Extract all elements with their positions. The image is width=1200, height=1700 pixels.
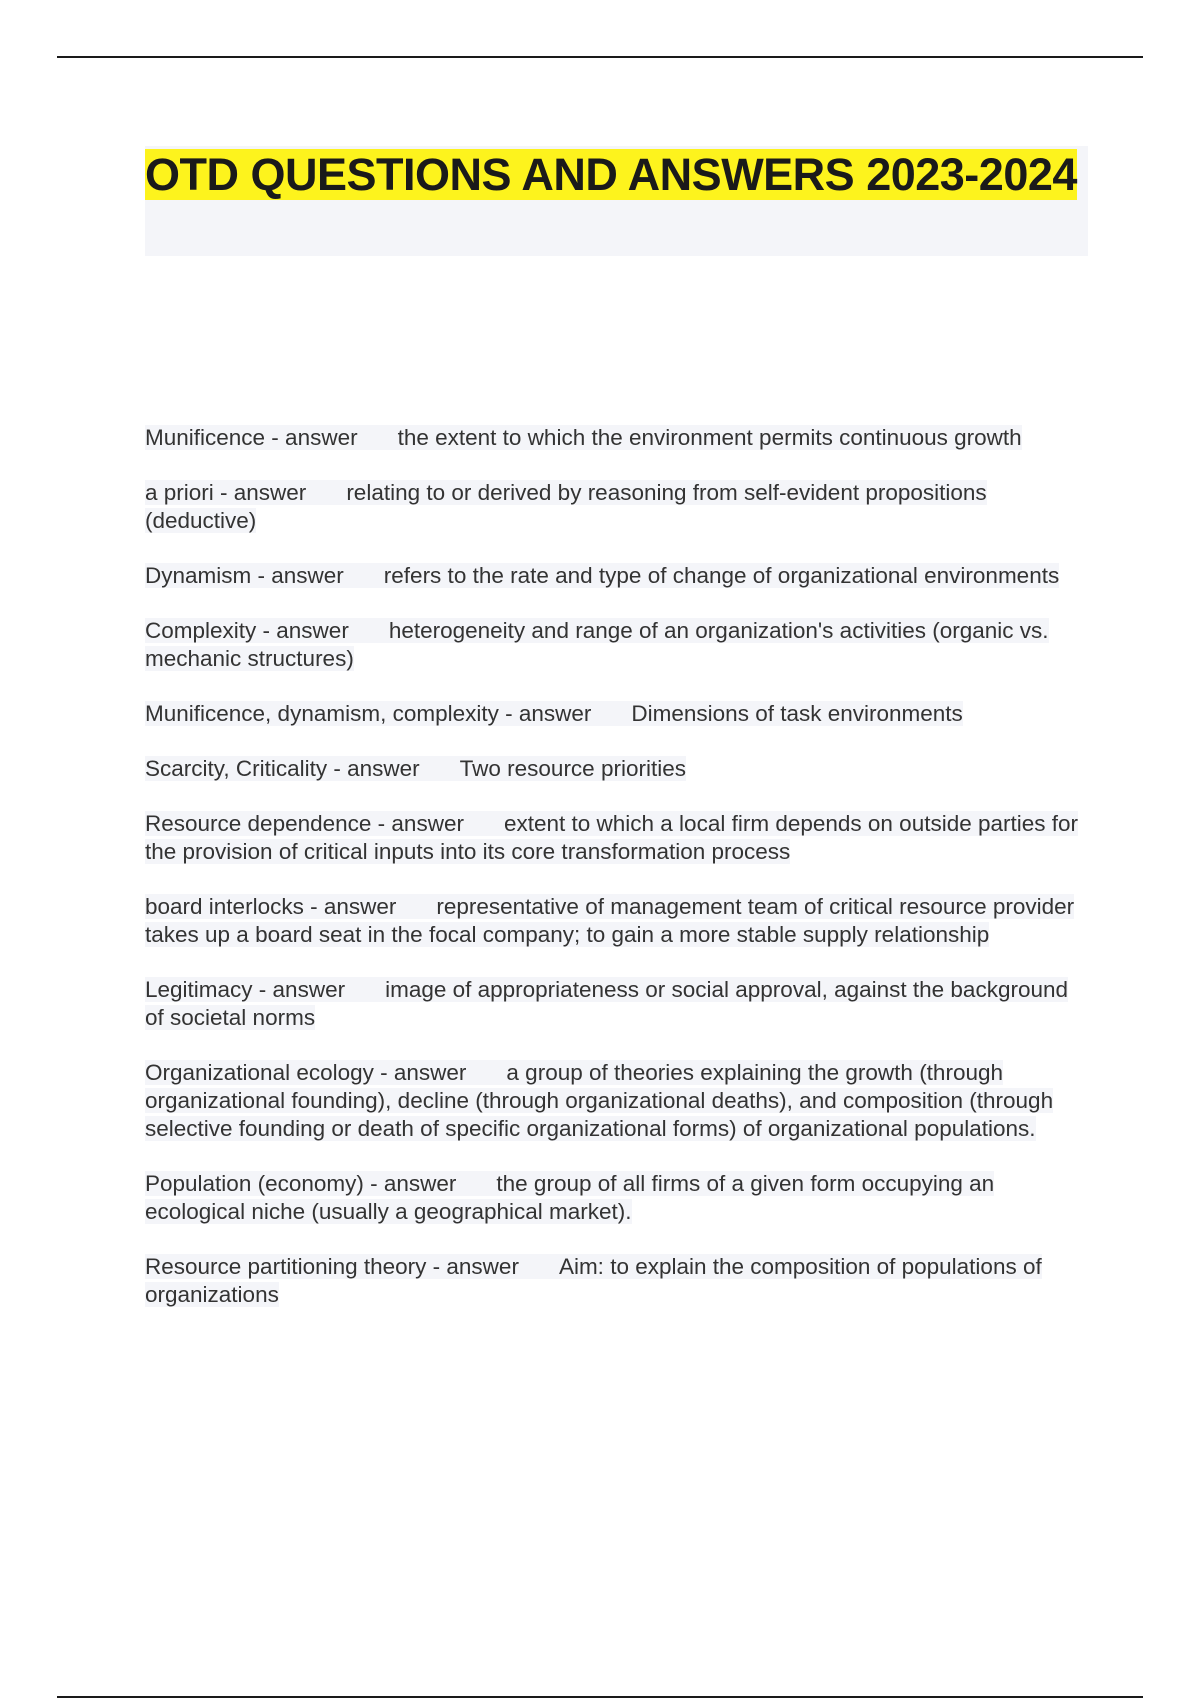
qa-item <box>145 424 1090 452</box>
qa-term: Resource dependence - answer <box>145 811 464 836</box>
document-title <box>145 146 1088 203</box>
qa-term: Dynamism - answer <box>145 563 344 588</box>
qa-item <box>145 976 1090 1032</box>
qa-definition: Dimensions of task environments <box>631 701 963 726</box>
qa-item <box>145 893 1090 949</box>
qa-term: Population (economy) - answer <box>145 1171 457 1196</box>
title-block <box>145 146 1088 256</box>
qa-term: Munificence, dynamism, complexity - answer <box>145 701 592 726</box>
qa-term: Legitimacy - answer <box>145 977 346 1002</box>
qa-item <box>145 617 1090 673</box>
qa-term: a priori - answer <box>145 480 307 505</box>
qa-definition: Two resource priorities <box>459 756 686 781</box>
qa-term: Organizational ecology - answer <box>145 1060 467 1085</box>
qa-item <box>145 479 1090 535</box>
qa-list <box>145 424 1090 1336</box>
top-rule <box>57 56 1143 58</box>
qa-definition: the extent to which the environment permits continuous growth <box>397 425 1022 450</box>
qa-definition: a group of theories explaining the growth (through organizational founding), decline (through organizational deaths), and composition (through selective founding or death of specific organizational forms) of organizational populations. <box>145 1060 1054 1141</box>
qa-item <box>145 562 1090 590</box>
title-highlight: OTD QUESTIONS AND ANSWERS 2023-2024 <box>145 149 1077 200</box>
qa-term: Complexity - answer <box>145 618 349 643</box>
qa-item <box>145 810 1090 866</box>
qa-item <box>145 1253 1090 1309</box>
qa-item <box>145 1170 1090 1226</box>
qa-item <box>145 755 1090 783</box>
qa-definition: refers to the rate and type of change of organizational environments <box>383 563 1060 588</box>
qa-definition: relating to or derived by reasoning from self-evident propositions (deductive) <box>145 480 987 533</box>
qa-definition: representative of management team of critical resource provider takes up a board seat in the focal company; to gain a more stable supply relationship <box>145 894 1075 947</box>
qa-item <box>145 1059 1090 1143</box>
qa-term: board interlocks - answer <box>145 894 397 919</box>
qa-definition: the group of all firms of a given form occupying an ecological niche (usually a geographical market). <box>145 1171 995 1224</box>
qa-definition: image of appropriateness or social approval, against the background of societal norms <box>145 977 1068 1030</box>
bottom-rule <box>57 1696 1143 1698</box>
qa-item <box>145 700 1090 728</box>
qa-definition: heterogeneity and range of an organization's activities (organic vs. mechanic structures) <box>145 618 1049 671</box>
qa-term: Scarcity, Criticality - answer <box>145 756 420 781</box>
qa-term: Munificence - answer <box>145 425 358 450</box>
qa-term: Resource partitioning theory - answer <box>145 1254 519 1279</box>
qa-definition: Aim: to explain the composition of populations of organizations <box>145 1254 1042 1307</box>
qa-definition: extent to which a local firm depends on outside parties for the provision of critical inputs into its core transformation process <box>145 811 1079 864</box>
